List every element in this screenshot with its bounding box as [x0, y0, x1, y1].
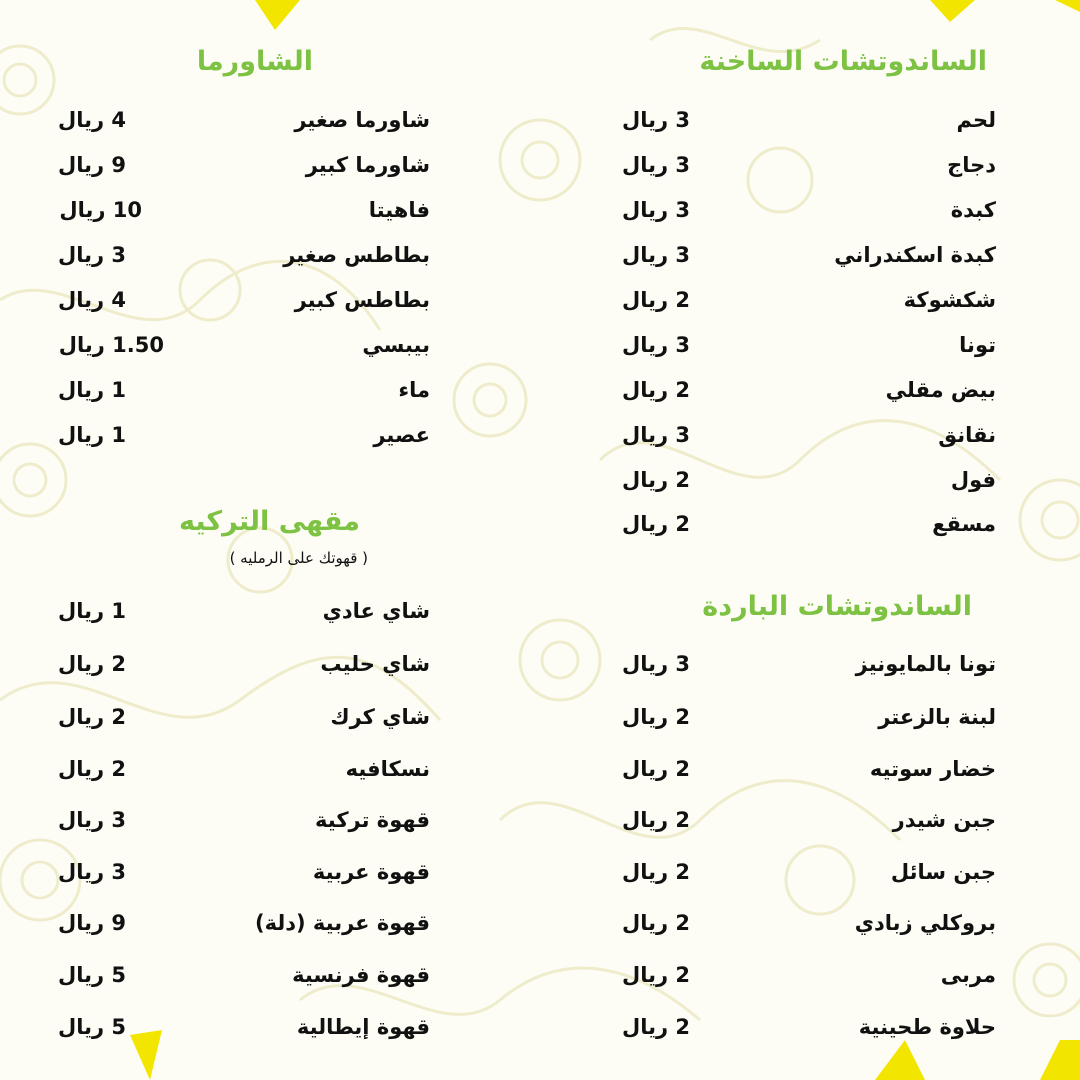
cafe-item-price: 3 ريال: [57, 808, 126, 832]
shawarma-item-price: 9 ريال: [57, 153, 126, 177]
cafe-item-name: قهوة عربية (دلة): [255, 911, 430, 935]
hot-item-price: 3 ريال: [621, 423, 690, 447]
cafe-item-name: شاي حليب: [320, 652, 430, 676]
hot-item-price: 2 ريال: [621, 288, 690, 312]
hot-item-price: 3 ريال: [621, 243, 690, 267]
cold-item-name: لبنة بالزعتر: [878, 705, 996, 729]
cold-item-price: 2 ريال: [621, 1015, 690, 1039]
shawarma-item-price: 10 ريال: [59, 198, 142, 222]
cold-item-price: 2 ريال: [621, 808, 690, 832]
cold-item-name: بروكلي زبادي: [854, 911, 996, 935]
cafe-item-price: 2 ريال: [57, 652, 126, 676]
cafe-item-price: 9 ريال: [57, 911, 126, 935]
shawarma-title: الشاورما: [196, 46, 313, 77]
cold-item-price: 2 ريال: [621, 860, 690, 884]
hot-item-name: دجاج: [947, 153, 996, 177]
cafe-item-price: 3 ريال: [57, 860, 126, 884]
cafe-item-price: 2 ريال: [57, 705, 126, 729]
shawarma-item-name: فاهيتا: [368, 198, 430, 222]
cafe-item-name: شاي عادي: [322, 599, 430, 623]
cafe-item-name: شاي كرك: [330, 705, 430, 729]
cafe-item-price: 5 ريال: [57, 963, 126, 987]
cafe-item-name: قهوة فرنسية: [292, 963, 430, 987]
hot-item-price: 2 ريال: [621, 378, 690, 402]
shawarma-item-name: بيبسي: [362, 333, 430, 357]
hot-item-price: 2 ريال: [621, 468, 690, 492]
hot-item-price: 3 ريال: [621, 333, 690, 357]
hot-item-name: مسقع: [932, 512, 996, 536]
hot-item-name: لحم: [956, 108, 996, 132]
cafe-item-price: 5 ريال: [57, 1015, 126, 1039]
shawarma-item-name: عصير: [373, 423, 430, 447]
cold-item-name: خضار سوتيه: [869, 757, 996, 781]
cafe-item-price: 2 ريال: [57, 757, 126, 781]
cafe-item-name: نسكافيه: [345, 757, 430, 781]
shawarma-item-name: شاورما كبير: [305, 153, 430, 177]
cold-item-name: مربى: [940, 963, 996, 987]
shawarma-item-price: 3 ريال: [57, 243, 126, 267]
shawarma-item-price: 4 ريال: [57, 108, 126, 132]
cold-item-price: 2 ريال: [621, 757, 690, 781]
shawarma-item-price: 4 ريال: [57, 288, 126, 312]
cold-sandwiches-title: الساندوتشات الباردة: [702, 591, 972, 622]
shawarma-item-name: ماء: [398, 378, 430, 402]
cold-item-name: جبن سائل: [890, 860, 996, 884]
shawarma-item-price: 1 ريال: [57, 378, 126, 402]
cafe-item-name: قهوة عربية: [312, 860, 430, 884]
shawarma-item-name: شاورما صغير: [294, 108, 430, 132]
hot-item-name: تونا: [959, 333, 996, 357]
cold-item-price: 2 ريال: [621, 911, 690, 935]
cold-item-price: 2 ريال: [621, 705, 690, 729]
hot-item-price: 3 ريال: [621, 153, 690, 177]
hot-item-name: كبدة اسكندراني: [834, 243, 996, 267]
cold-item-price: 2 ريال: [621, 963, 690, 987]
cold-item-name: حلاوة طحينية: [858, 1015, 996, 1039]
shawarma-item-name: بطاطس صغير: [283, 243, 430, 267]
shawarma-item-price: 1.50 ريال: [58, 333, 164, 357]
cafe-item-price: 1 ريال: [57, 599, 126, 623]
hot-item-name: كبدة: [950, 198, 996, 222]
hot-item-name: بيض مقلي: [885, 378, 996, 402]
hot-item-price: 3 ريال: [621, 108, 690, 132]
turkish-cafe-title: مقهى التركيه: [179, 506, 360, 537]
hot-item-price: 3 ريال: [621, 198, 690, 222]
cold-item-name: جبن شيدر: [892, 808, 996, 832]
hot-item-price: 2 ريال: [621, 512, 690, 536]
hot-sandwiches-title: الساندوتشات الساخنة: [699, 46, 987, 77]
shawarma-item-name: بطاطس كبير: [294, 288, 430, 312]
hot-item-name: فول: [950, 468, 996, 492]
cold-item-name: تونا بالمايونيز: [855, 652, 996, 676]
hot-item-name: شكشوكة: [903, 288, 996, 312]
cafe-item-name: قهوة تركية: [315, 808, 430, 832]
cold-item-price: 3 ريال: [621, 652, 690, 676]
cafe-item-name: قهوة إيطالية: [296, 1015, 430, 1039]
hot-item-name: نقانق: [938, 423, 996, 447]
turkish-cafe-subtitle: ( قهوتك على الرمليه ): [229, 549, 368, 567]
shawarma-item-price: 1 ريال: [57, 423, 126, 447]
